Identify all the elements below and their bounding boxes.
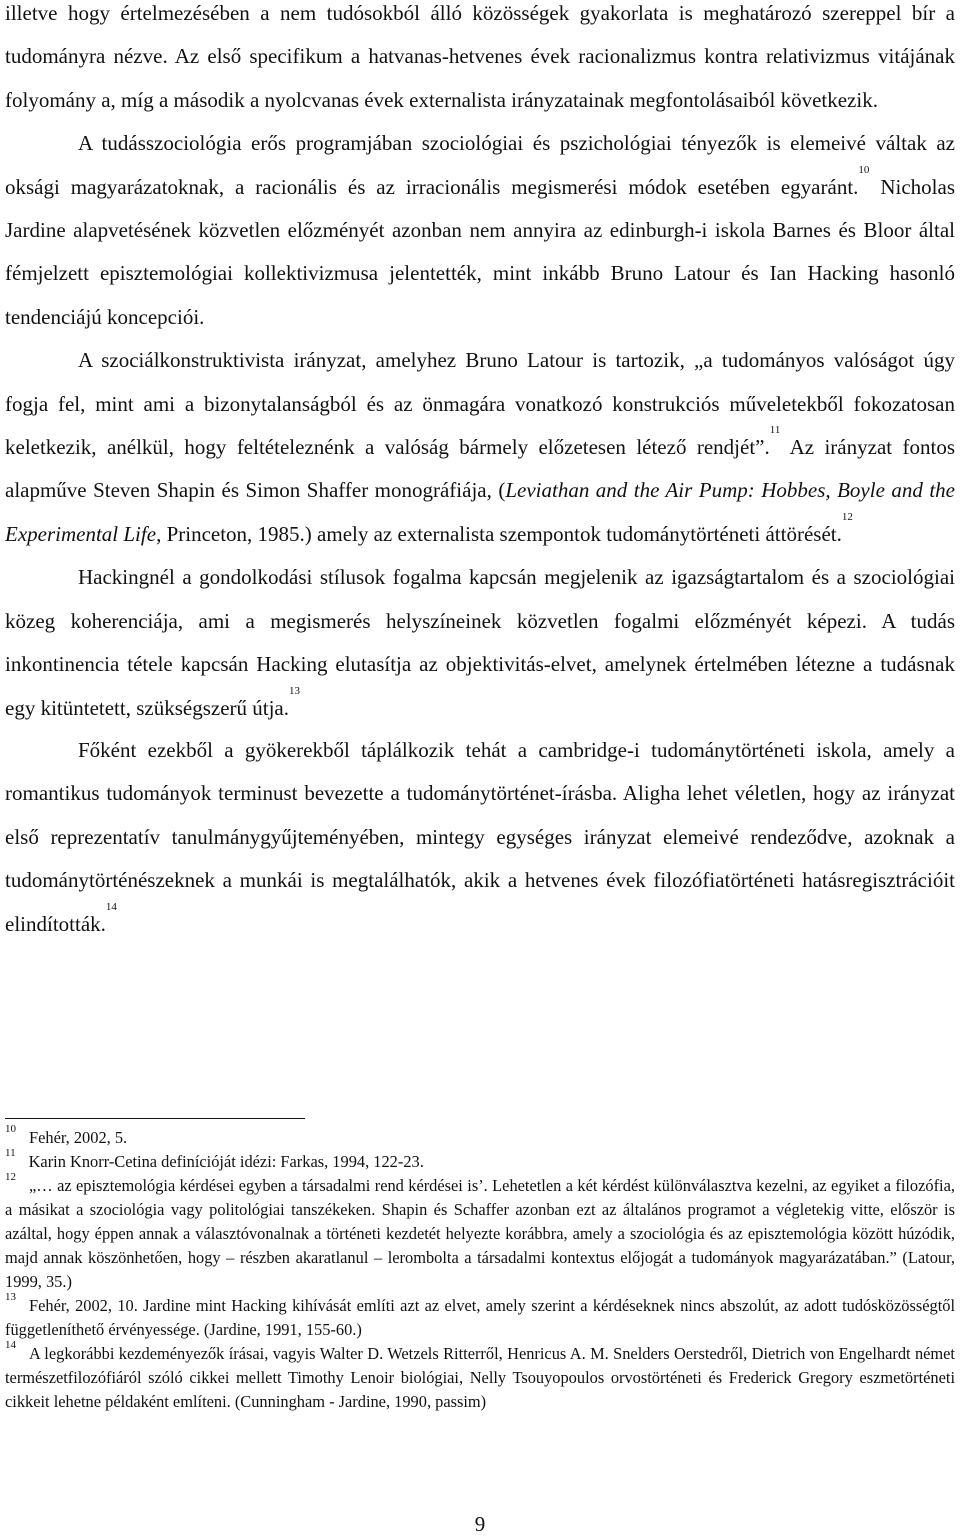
paragraph-text: Az irányzat fontos alapműve Steven Shapin és Simon Shaffer monográfiája, ( [5,435,955,503]
footnote-text: Karin Knorr-Cetina definícióját idézi: Farkas, 1994, 122-23. [28,1152,424,1171]
paragraph-text: illetve hogy értelmezésében a nem tudósokból álló közösségek gyakorlata is meghatározó szereppel bír a tudományra nézve. Az első specifikum a hatvanas-hetvenes évek racionalizmus kontra relativizmus vitájának folyomány a, míg a második a nyolcvanas évek externalista irányzatainak megfontolásaiból következik. [5,1,955,112]
paragraph-text: A szociálkonstruktivista irányzat, amelyhez Bruno Latour is tartozik, „a tudományos valóságot úgy fogja fel, mint ami a bizonytalanságból és az önmagára vonatkozó konstrukciós műveletekből fokozatosan keletkezik, anélkül, hogy feltételeznénk a valóság bármely előzetesen létező rendjét”. [5,348,955,460]
footnote-ref-13[interactable]: 13 [289,684,301,697]
footnote-number: 11 [5,1147,16,1159]
footnote-number: 14 [5,1339,16,1351]
paragraph-2 [5,122,955,339]
paragraph-4 [5,556,955,730]
paragraph-5 [5,729,955,946]
paragraph-text: Főként ezekből a gyökerekből táplálkozik tehát a cambridge-i tudománytörténeti iskola, amely a romantikus tudományok terminust bevezette a tudománytörténet-írásba. Aligha lehet véletlen, hogy az irányzat első reprezentatív tanulmánygyűjteményében, mintegy egységes irányzat elemeivé rendeződve, azoknak a tudománytörténészeknek a munkái is megtalálhatók, akik a hetvenes évek filozófiatörténeti hatásregisztrációit elindították. [5,737,955,936]
footnote-ref-12[interactable]: 12 [841,510,853,523]
footnote-14 [5,1339,955,1414]
footnote-text: „… az episztemológia kérdései egyben a társadalmi rend kérdései is’. Lehetetlen a két kérdést különválasztva kezelni, az egyiket a filozófia, a másikat a szociológia vagy politológiai tanszékeken. Shapin és Schaffer azonban ezt az általános programot a végletekig vitte, először is azáltal, hogy éppen annak a választóvonalnak a történeti kezdetét helyezte korábbra, amely a szociológia és az episztemológia között húzódik, majd annak köszönhetően, hogy – részben akaratlanul – lerombolta a társadalmi kontextus előjogát a tudományok magyarázatában.” (Latour, 1999, 35.) [5,1176,955,1291]
paragraph-text: , Princeton, 1985.) amely az externalista szempontok tudománytörténeti áttörését. [156,521,842,546]
footnote-ref-10[interactable]: 10 [858,163,870,176]
page-number: 9 [474,1512,486,1536]
footnote-number: 10 [5,1123,16,1135]
footnotes [5,1123,955,1414]
footnote-ref-14[interactable]: 14 [105,900,117,913]
paragraph-3 [5,339,955,556]
footnote-12 [5,1171,955,1294]
footnote-10 [5,1123,955,1150]
paragraph-text: Hackingnél a gondolkodási stílusok fogalma kapcsán megjelenik az igazságtartalom és a szociológiai közeg koherenciája, ami a megismerés helyszíneinek közvetlen fogalmi előzményét képezi. A tudás inkontinencia tétele kapcsán Hacking elutasítja az objektivitás-elvet, amelynek értelmében létezne a tudásnak egy kitüntetett, szükségszerű útja. [5,565,955,720]
footnote-text: Fehér, 2002, 5. [29,1128,128,1147]
footnote-separator [5,1118,305,1119]
footnote-text: Fehér, 2002, 10. Jardine mint Hacking kihívását említi azt az elvet, amely szerint a kérdéseknek nincs abszolút, az adott tudósközösségtől függetleníthető érvényessége. (Jardine, 1991, 155-60.) [5,1296,955,1339]
footnote-number: 12 [5,1171,16,1183]
footnote-13 [5,1291,955,1342]
body-text [5,0,955,946]
footnote-ref-11[interactable]: 11 [769,424,781,437]
footnote-number: 13 [5,1291,16,1303]
paragraph-1 [5,0,955,122]
paragraph-text: A tudásszociológia erős programjában szociológiai és pszichológiai tényezők is elemeivé váltak az oksági magyarázatoknak, a racionális és az irracionális megismerési módok esetében egyaránt. [5,131,955,199]
book-title-italic: Leviathan and the Air Pump: Hobbes, Boyle and the Experimental Life [5,478,955,546]
paragraph-text: Nicholas Jardine alapvetésének közvetlen előzményét azonban nem annyira az edinburgh-i iskola Barnes és Bloor által fémjelzett episztemológiai kollektivizmusa jelentették, mint inkább Bruno Latour és Ian Hacking hasonló tendenciájú koncepciói. [5,174,955,329]
footnote-11 [5,1147,955,1174]
footnote-text: A legkorábbi kezdeményezők írásai, vagyis Walter D. Wetzels Ritterről, Henricus A. M. Snelders Oerstedről, Dietrich von Engelhardt német természetfilozófiáról szóló cikkei mellett Timothy Lenoir biológiai, Nelly Tsouyopoulos orvostörténeti és Frederick Gregory eszmetörténeti cikkeit lehetne példaként említeni. (Cunningham - Jardine, 1990, passim) [5,1344,955,1411]
